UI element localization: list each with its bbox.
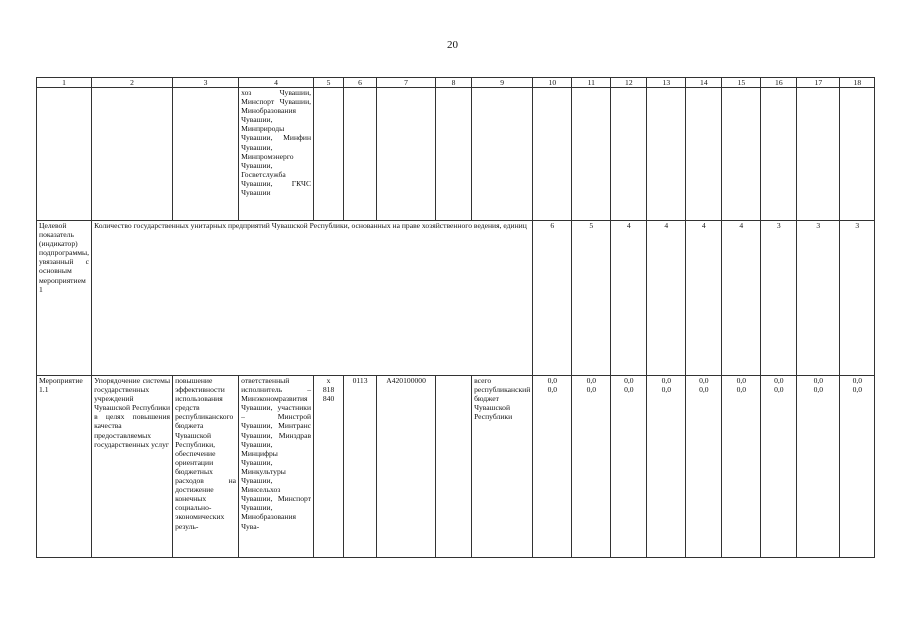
table-row-continuation [37,88,875,221]
col-header: 4 [239,78,314,88]
col-header: 15 [722,78,761,88]
measure-description: Упорядочение системы государственных учреждений Чувашской Республики в целях повышения качества предоставляемых государственных услуг [92,376,173,558]
measure-values: 0,0 0,0 [761,376,797,558]
program-table [36,77,875,558]
col-header: 11 [572,78,611,88]
col-header: 16 [761,78,797,88]
indicator-value: 4 [722,221,761,376]
table-row-indicator [37,221,875,376]
measure-values: 0,0 0,0 [647,376,686,558]
page-number: 20 [447,39,458,51]
measure-values: 0,0 0,0 [533,376,572,558]
indicator-value: 4 [647,221,686,376]
measure-goal: повышение эффективности использования средств республиканского бюджета Чувашской Республики, обеспечение ориентации бюджетных расходов на достижение конечных социально-экономических резуль- [173,376,239,558]
measure-values: 0,0 0,0 [572,376,611,558]
measure-label: Мероприятие 1.1 [37,376,92,558]
indicator-value: 5 [572,221,611,376]
measure-values: 0,0 0,0 [686,376,722,558]
measure-values: 0,0 0,0 [797,376,840,558]
indicator-description: Количество государственных унитарных предприятий Чувашской Республики, основанных на праве хозяйственного ведения, единиц [92,221,533,376]
measure-target-code: А420100000 [377,376,436,558]
indicator-value: 4 [686,221,722,376]
col-header: 1 [37,78,92,88]
measure-codes: x 818 840 [314,376,344,558]
col-header: 6 [344,78,377,88]
col-header: 8 [436,78,472,88]
measure-values: 0,0 0,0 [722,376,761,558]
col-header: 12 [611,78,647,88]
col-header: 2 [92,78,173,88]
measure-expense-type [436,376,472,558]
col-header: 13 [647,78,686,88]
col-header: 3 [173,78,239,88]
indicator-label: Целевой показатель (индикатор) подпрограммы, увязанный с основным мероприятием 1 [37,221,92,376]
indicator-value: 3 [797,221,840,376]
indicator-value: 6 [533,221,572,376]
table-row-measure [37,376,875,558]
indicator-value: 3 [840,221,875,376]
participants-cell: хоз Чувашии, Минспорт Чувашии, Минобразования Чувашии, Минприроды Чувашии, Минфин Чувашии, Минпромэнерго Чувашии, Госветслужба Чувашии, ГКЧС Чувашии [239,88,314,221]
col-header: 17 [797,78,840,88]
column-number-row [37,78,875,88]
indicator-value: 4 [611,221,647,376]
indicator-value: 3 [761,221,797,376]
col-header: 14 [686,78,722,88]
measure-values: 0,0 0,0 [611,376,647,558]
col-header: 10 [533,78,572,88]
col-header: 5 [314,78,344,88]
measure-funding-source: всего республиканский бюджет Чувашской Республики [472,376,533,558]
col-header: 9 [472,78,533,88]
measure-executors: ответственный исполнитель – Минэкономразвития Чувашии, участники – Минстрой Чувашии, Минтранс Чувашии, Минздрав Чувашии, Минцифры Чувашии, Минкультуры Чувашии, Минсельхоз Чувашии, Минспорт Чувашии, Минобразования Чува- [239,376,314,558]
col-header: 7 [377,78,436,88]
measure-values: 0,0 0,0 [840,376,875,558]
measure-section-code: 0113 [344,376,377,558]
col-header: 18 [840,78,875,88]
